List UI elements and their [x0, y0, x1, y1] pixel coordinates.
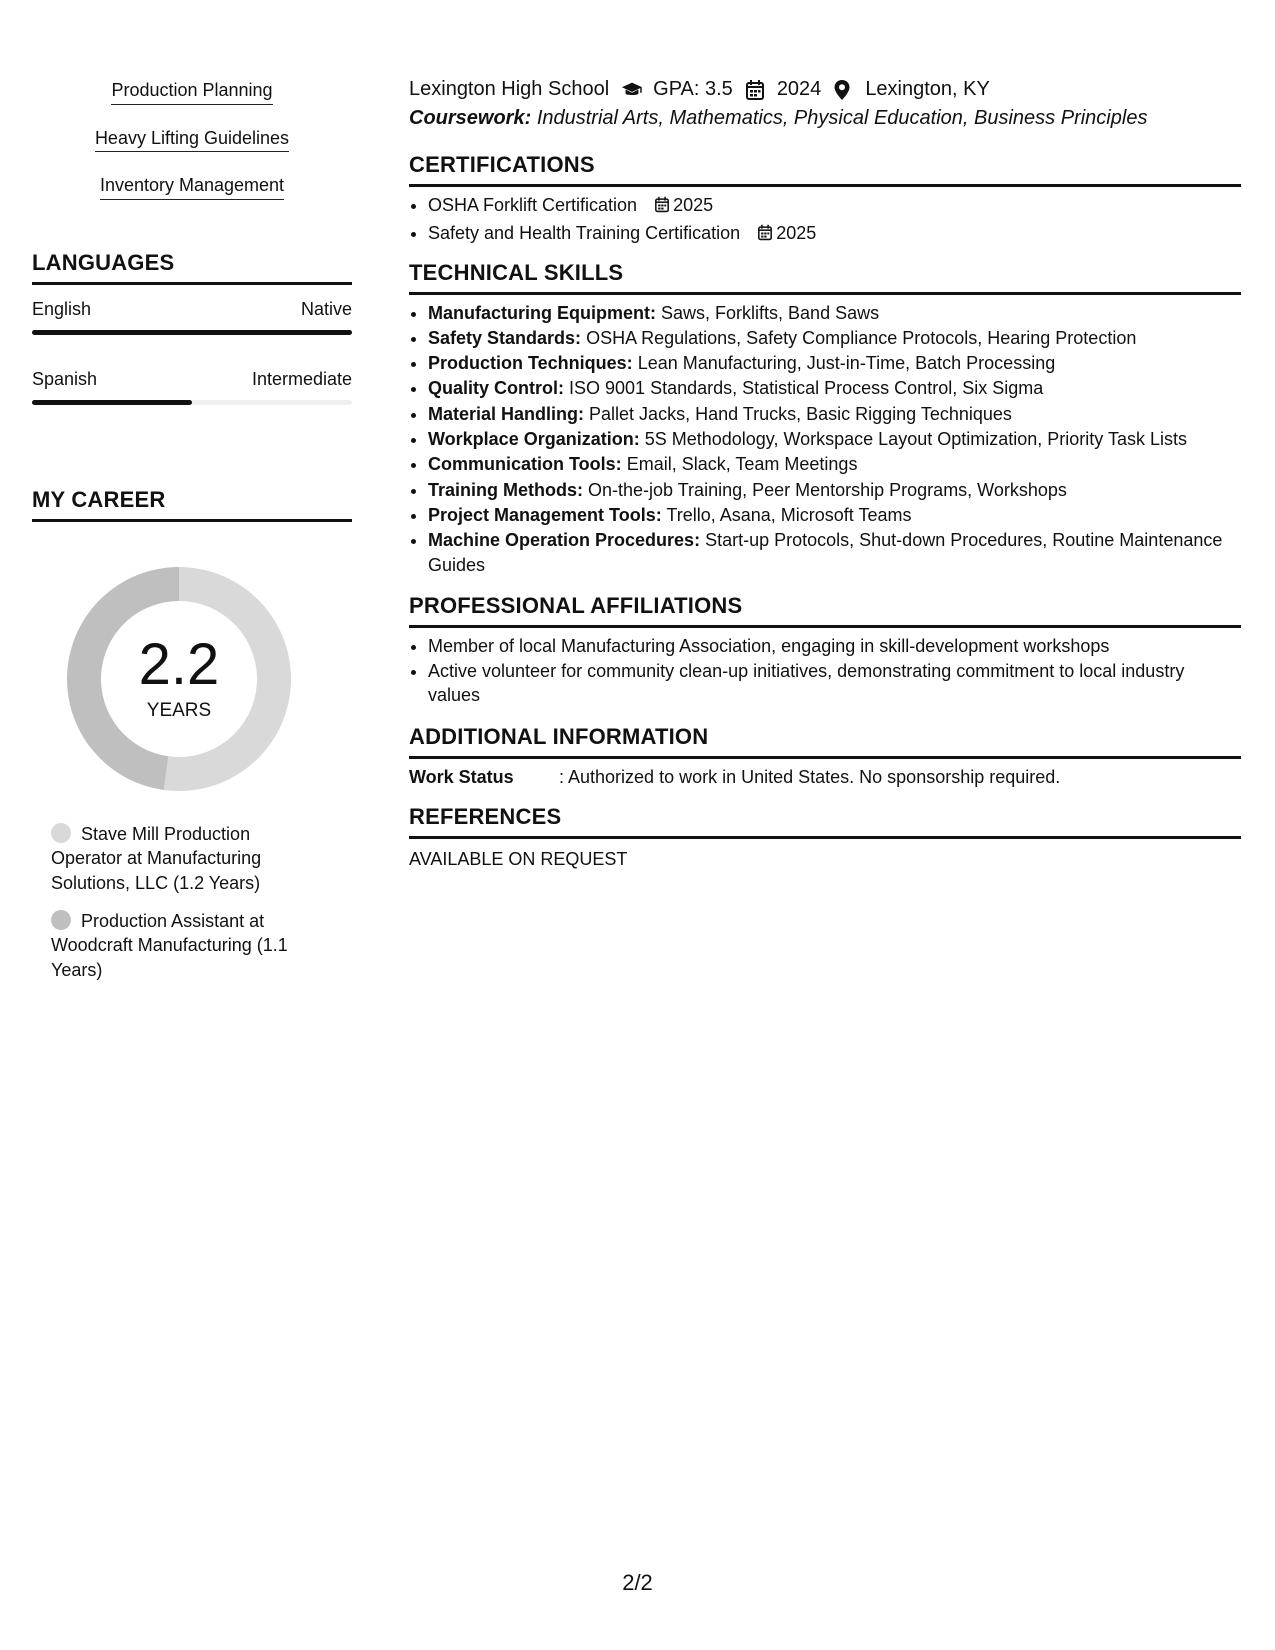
skill-tag: Production Planning	[111, 80, 272, 105]
school-location: Lexington, KY	[865, 78, 990, 100]
career-section	[32, 487, 352, 982]
skill-values: Saws, Forklifts, Band Saws	[661, 302, 880, 323]
technical-skill-item	[428, 351, 1241, 375]
right-column	[409, 78, 1241, 870]
skill-category: Manufacturing Equipment:	[428, 302, 656, 323]
technical-skills-title: TECHNICAL SKILLS	[409, 260, 1241, 295]
technical-skill-item	[428, 402, 1241, 426]
coursework-label: Coursework:	[409, 107, 532, 129]
skill-category: Material Handling:	[428, 403, 585, 424]
language-bar	[32, 330, 352, 335]
work-status-row	[409, 767, 1241, 788]
languages-title: LANGUAGES	[32, 250, 352, 285]
language-name: English	[32, 299, 92, 320]
skill-values: OSHA Regulations, Safety Compliance Protocols, Hearing Protection	[586, 327, 1137, 348]
references-section	[409, 804, 1241, 870]
references-title: REFERENCES	[409, 804, 1241, 839]
work-status-label: Work Status	[409, 766, 514, 787]
certifications-list	[409, 193, 1241, 246]
calendar-icon	[745, 79, 767, 101]
skill-values: Pallet Jacks, Hand Trucks, Basic Rigging Techniques	[589, 403, 1012, 424]
career-job-label: Production Assistant at Woodcraft Manufacturing (1.1 Years)	[51, 910, 288, 980]
affiliation-item: • Member of local Manufacturing Association, engaging in skill-development workshops	[428, 634, 1241, 658]
legend-dot	[51, 910, 71, 930]
left-column	[32, 80, 352, 996]
skill-category: Production Techniques:	[428, 353, 633, 374]
certification-item	[428, 193, 1241, 217]
career-unit: YEARS	[146, 700, 212, 722]
affiliation-item: • Active volunteer for community clean-up initiatives, demonstrating commitment to local industry values	[428, 659, 1241, 708]
references-text: AVAILABLE ON REQUEST	[409, 848, 628, 869]
affiliations-section	[409, 593, 1241, 708]
certifications-title: CERTIFICATIONS	[409, 152, 1241, 187]
additional-info-section	[409, 724, 1241, 788]
language-level: Native	[300, 299, 352, 320]
career-donut-chart	[64, 564, 294, 794]
graduation-cap-icon	[621, 79, 643, 101]
calendar-icon	[757, 223, 773, 240]
skill-list	[32, 80, 352, 200]
page-number: 2/2	[622, 1570, 653, 1595]
career-job-label: Stave Mill Production Operator at Manufacturing Solutions, LLC (1.2 Years)	[51, 824, 262, 893]
skill-values: Start-up Protocols, Shut-down Procedures, Routine Maintenance Guides	[428, 530, 1223, 575]
career-center	[64, 564, 294, 794]
location-pin-icon	[833, 79, 855, 101]
career-legend-item	[51, 909, 321, 982]
coursework-text: Industrial Arts, Mathematics, Physical Education, Business Principles	[536, 107, 1148, 129]
language-bar-fill	[32, 400, 192, 405]
education-line	[409, 78, 1241, 101]
skill-category: Quality Control:	[428, 378, 564, 399]
languages-section	[32, 250, 352, 405]
career-legend-item	[51, 822, 321, 895]
language-name: Spanish	[32, 369, 98, 390]
certification-year: 2025	[673, 195, 714, 215]
skill-values: ISO 9001 Standards, Statistical Process Control, Six Sigma	[569, 378, 1044, 399]
skill-tag: Heavy Lifting Guidelines	[95, 128, 289, 153]
skill-values: 5S Methodology, Workspace Layout Optimization, Priority Task Lists	[644, 429, 1187, 450]
technical-skill-item	[428, 326, 1241, 350]
legend-dot	[51, 823, 71, 843]
skill-category: Communication Tools:	[428, 454, 622, 475]
certifications-section	[409, 152, 1241, 246]
certification-name: Safety and Health Training Certification	[428, 223, 741, 244]
career-title: MY CAREER	[32, 487, 352, 522]
technical-skill-item	[428, 528, 1241, 577]
language-level: Intermediate	[251, 369, 352, 390]
technical-skill-item	[428, 376, 1241, 400]
technical-skill-item	[428, 503, 1241, 527]
affiliations-title: PROFESSIONAL AFFILIATIONS	[409, 593, 1241, 628]
skill-values: Email, Slack, Team Meetings	[626, 454, 858, 475]
work-status-value: : Authorized to work in United States. No sponsorship required.	[559, 766, 1061, 787]
skill-category: Project Management Tools:	[428, 504, 662, 525]
certification-year: 2025	[776, 223, 817, 244]
career-legend	[51, 822, 321, 982]
technical-skills-section	[409, 260, 1241, 577]
language-item	[32, 369, 352, 405]
skill-category: Safety Standards:	[428, 327, 582, 348]
certification-name: OSHA Forklift Certification	[428, 195, 638, 215]
additional-info-title: ADDITIONAL INFORMATION	[409, 724, 1241, 759]
career-total: 2.2	[138, 632, 220, 698]
certification-item	[428, 221, 1241, 245]
skill-values: On-the-job Training, Peer Mentorship Programs, Workshops	[588, 479, 1067, 500]
technical-skill-item	[428, 301, 1241, 325]
affiliations-list	[409, 634, 1241, 708]
coursework-line	[409, 107, 1241, 130]
gpa: GPA: 3.5	[653, 78, 733, 100]
language-bar	[32, 400, 352, 405]
language-bar-fill	[32, 330, 352, 335]
skill-values: Trello, Asana, Microsoft Teams	[666, 504, 912, 525]
technical-skills-list	[409, 301, 1241, 577]
skill-category: Workplace Organization:	[428, 429, 640, 450]
school-name: Lexington High School	[409, 78, 610, 100]
technical-skill-item	[428, 452, 1241, 476]
calendar-icon	[654, 195, 670, 212]
language-item	[32, 299, 352, 335]
graduation-year: 2024	[776, 78, 822, 100]
skill-values: Lean Manufacturing, Just-in-Time, Batch Processing	[637, 353, 1056, 374]
skill-category: Training Methods:	[428, 479, 583, 500]
technical-skill-item	[428, 427, 1241, 451]
skill-category: Machine Operation Procedures:	[428, 530, 701, 551]
skill-tag: Inventory Management	[100, 175, 284, 200]
technical-skill-item	[428, 478, 1241, 502]
